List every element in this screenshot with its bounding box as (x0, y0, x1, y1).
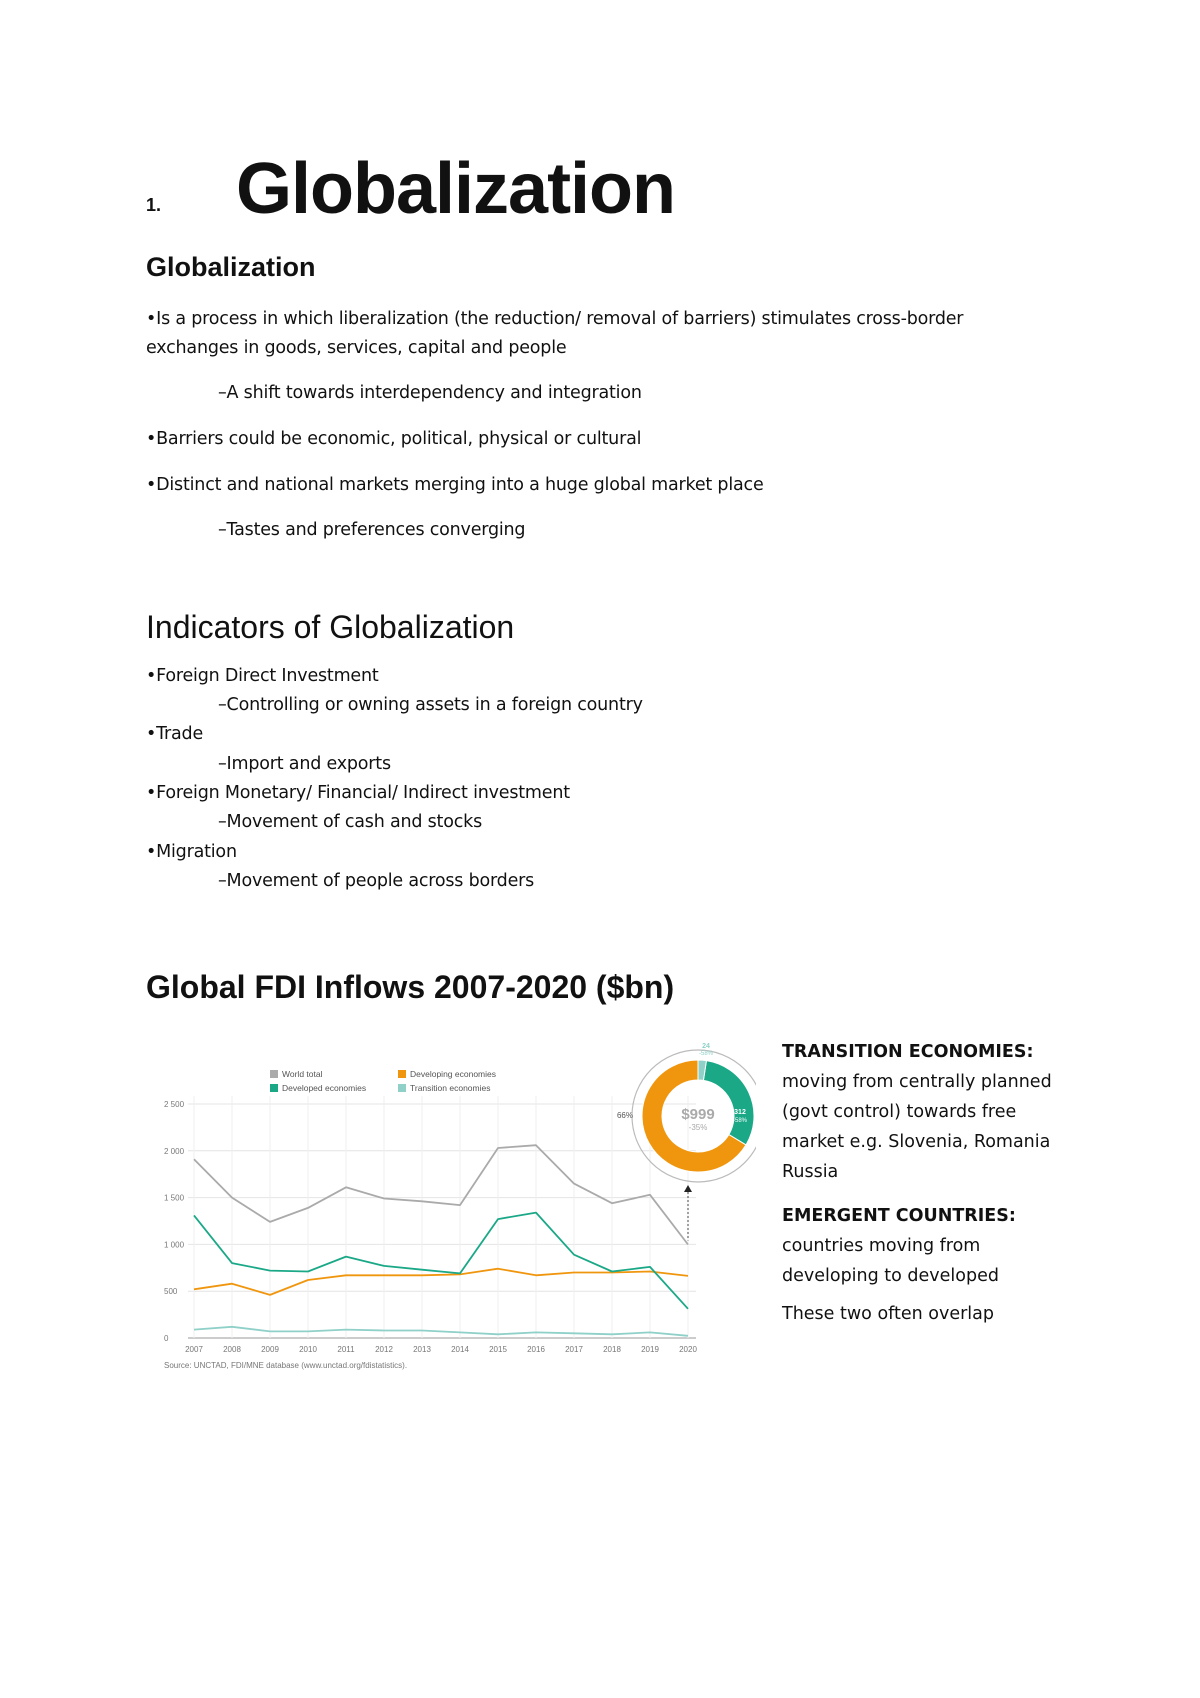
bullet-line: •Foreign Monetary/ Financial/ Indirect investment (146, 783, 570, 803)
x-tick-label: 2007 (185, 1345, 203, 1354)
overlap-note: These two often overlap (782, 1304, 994, 1324)
chart-series-lines (194, 1145, 688, 1336)
emergent-title: EMERGENT COUNTRIES: (782, 1206, 1016, 1226)
y-tick-label: 2 000 (164, 1146, 185, 1156)
page-title: Globalization (236, 149, 676, 229)
legend-label: Developing economies (410, 1069, 496, 1079)
donut-slice (703, 1061, 754, 1145)
donut-share-label: 66% (616, 1111, 634, 1120)
x-tick-label: 2020 (679, 1345, 697, 1354)
transition-line: market e.g. Slovenia, Romania (782, 1132, 1051, 1152)
x-tick-label: 2014 (451, 1345, 469, 1354)
transition-title: TRANSITION ECONOMIES: (782, 1042, 1034, 1062)
emergent-line: developing to developed (782, 1266, 999, 1286)
x-tick-label: 2008 (223, 1345, 241, 1354)
section-fdi-title: Global FDI Inflows 2007-2020 ($bn) (146, 969, 675, 1005)
heading-number: 1. (146, 195, 162, 215)
chart-legend (270, 1069, 692, 1240)
x-tick-label: 2012 (375, 1345, 393, 1354)
chart-grid (188, 1096, 696, 1338)
donut-change: -35% (688, 1123, 708, 1132)
y-tick-label: 1 000 (164, 1240, 185, 1250)
donut-slice-pct: -58% (732, 1118, 748, 1124)
sub-bullet-line: –Import and exports (218, 754, 391, 774)
x-tick-label: 2010 (299, 1345, 317, 1354)
emergent-line: countries moving from (782, 1236, 981, 1256)
legend-swatch (270, 1070, 278, 1078)
x-tick-label: 2019 (641, 1345, 659, 1354)
y-tick-label: 0 (164, 1334, 169, 1343)
x-tick-label: 2009 (261, 1345, 279, 1354)
legend-swatch (270, 1084, 278, 1092)
y-axis-ticks (164, 1100, 185, 1343)
donut-slice-label: 663 (662, 1112, 674, 1119)
sidebar-notes (782, 1037, 1082, 1329)
bullet-line: •Migration (146, 842, 237, 862)
x-tick-label: 2013 (413, 1345, 431, 1354)
x-tick-label: 2018 (603, 1345, 621, 1354)
transition-line: Russia (782, 1162, 839, 1182)
donut-slice-pct: -58% (698, 1051, 714, 1057)
series-line (194, 1327, 688, 1336)
section-indicators-title: Indicators of Globalization (146, 609, 515, 645)
chart-source: Source: UNCTAD, FDI/MNE database (www.unctad.org/fdistatistics). (164, 1361, 408, 1370)
donut-slice-label: 312 (734, 1109, 746, 1116)
bullet-line: •Barriers could be economic, political, physical or cultural (146, 429, 642, 449)
sub-bullet-line: –Movement of cash and stocks (218, 812, 483, 832)
y-tick-label: 1 500 (164, 1193, 185, 1203)
legend-label: World total (282, 1069, 323, 1079)
legend-swatch (398, 1084, 406, 1092)
sub-bullet-line: –Controlling or owning assets in a foreign country (218, 695, 643, 715)
paragraph-line: •Is a process in which liberalization (the reduction/ removal of barriers) stimulates cross-border (146, 309, 964, 329)
sub-bullet-line: –Movement of people across borders (218, 871, 535, 891)
sub-bullet-line: –Tastes and preferences converging (218, 520, 526, 540)
sub-bullet-line: –A shift towards interdependency and integration (218, 383, 642, 403)
bullet-line: •Distinct and national markets merging into a huge global market place (146, 475, 764, 495)
x-tick-label: 2017 (565, 1345, 583, 1354)
donut-slice-pct: -8% (662, 1121, 674, 1127)
section-globalization-title: Globalization (146, 252, 316, 282)
series-line (194, 1145, 688, 1244)
donut-chart (617, 1043, 756, 1182)
bullet-line: •Trade (146, 724, 204, 744)
fdi-chart (146, 1030, 756, 1382)
x-tick-label: 2016 (527, 1345, 545, 1354)
x-tick-label: 2011 (337, 1345, 355, 1354)
x-axis-ticks (185, 1345, 697, 1354)
transition-line: moving from centrally planned (782, 1072, 1052, 1092)
paragraph-line: exchanges in goods, services, capital and people (146, 338, 567, 358)
y-tick-label: 500 (164, 1287, 178, 1297)
donut-slice-label: 24 (702, 1043, 710, 1050)
y-tick-label: 2 500 (164, 1100, 185, 1109)
legend-label: Developed economies (282, 1083, 367, 1093)
transition-line: (govt control) towards free (782, 1102, 1017, 1122)
bullet-line: •Foreign Direct Investment (146, 666, 379, 686)
donut-pointer-arrow (684, 1185, 692, 1192)
legend-swatch (398, 1070, 406, 1078)
x-tick-label: 2015 (489, 1345, 507, 1354)
legend-label: Transition economies (410, 1083, 491, 1093)
donut-total: $999 (681, 1106, 715, 1123)
